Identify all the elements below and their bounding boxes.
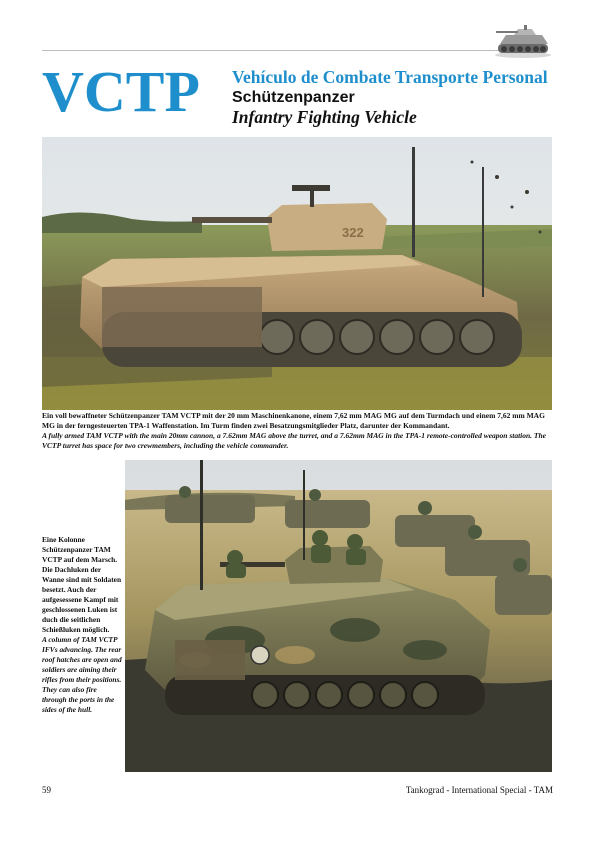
caption-side-english: A column of TAM VCTP IFVs advancing. The rear roof hatches are open and soldiers are aiming their rifles from their positions. They can also fire through the ports in the sides of the hull. <box>42 635 122 714</box>
caption-top <box>42 411 552 451</box>
subtitle-english: Infantry Fighting Vehicle <box>232 107 417 127</box>
tank-thumbnail-icon <box>492 20 554 60</box>
photo-vctp-column <box>125 460 552 772</box>
subtitle-german: Schützenpanzer <box>232 89 355 106</box>
photo-vctp-single <box>42 137 552 410</box>
caption-top-german: Ein voll bewaffneter Schützenpanzer TAM VCTP mit der 20 mm Maschinenkanone, einem 7,62 mm MAG MG auf dem Turmdach und einem 7,62 mm MAG MG in der ferngesteuerten TPA-1 Waffenstation. Im Turm finden zwei Besatzungsmitglieder Platz, darunter der Kommandant. <box>42 411 545 430</box>
caption-top-english: A fully armed TAM VCTP with the main 20mm cannon, a 7.62mm MAG above the turret, and a 7.62mm MAG in the TPA-1 remote-controlled weapon station. The VCTP turret has space for two crewmembers, including the vehicle commander. <box>42 431 546 450</box>
page-number: 59 <box>42 785 51 795</box>
header-rule <box>42 50 532 51</box>
turret-number: 322 <box>342 225 364 240</box>
caption-side <box>42 535 122 715</box>
caption-side-german: Eine Kolonne Schützenpanzer TAM VCTP auf dem Marsch. Die Dachluken der Wanne sind mit Soldaten besetzt. Auch der aufgesessene Kampf mit geschlossenen Luken ist duch die seitlichen Schießluken möglich. <box>42 535 122 634</box>
footer-publication: Tankograd - International Special - TAM <box>405 785 553 795</box>
subtitle-spanish: Vehículo de Combate Transporte Personal <box>232 67 548 87</box>
page-title: VCTP <box>42 59 200 124</box>
